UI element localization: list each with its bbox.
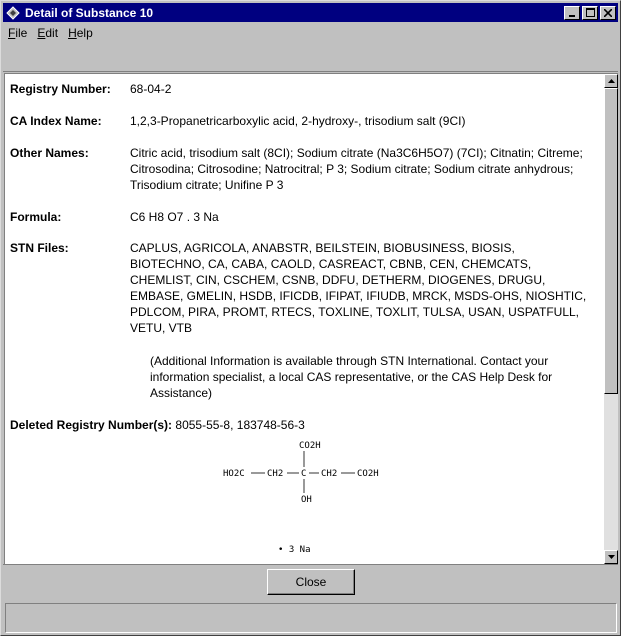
arrow-down-icon	[608, 555, 615, 559]
structure-bottom-group: OH	[301, 495, 312, 505]
title-bar[interactable]	[3, 3, 618, 22]
structure-left-ch2: CH2	[267, 469, 284, 479]
minimize-icon	[568, 9, 576, 17]
menu-file-label: ile	[15, 26, 28, 40]
toolbar-area	[3, 43, 618, 72]
structure-top-group: CO2H	[299, 441, 321, 451]
menu-file-mnemonic: F	[8, 26, 16, 40]
maximize-icon	[586, 8, 595, 17]
button-area	[3, 564, 618, 602]
ca-index-name-row	[10, 113, 590, 129]
structure-left-group: HO2C	[223, 469, 245, 479]
deleted-registry-row	[10, 417, 305, 433]
minimize-button[interactable]	[564, 6, 580, 20]
formula-value: C6 H8 O7 . 3 Na	[130, 210, 219, 224]
close-button[interactable]: Close	[267, 569, 355, 595]
stn-files-value: CAPLUS, AGRICOLA, ANABSTR, BEILSTEIN, BIOBUSINESS, BIOSIS, BIOTECHNO, CA, CABA, CAOLD, CASREACT, CBNB, CEN, CHEMCATS, CHEMLIST, CIN, CSCHEM, CSNB, DDFU, DETHERM, DIOGENES, DRUGU, EMBASE, GMELIN, HSDB, IFICDB, IFIPAT, IFIUDB, MRCK, MSDS-OHS, NIOSHTIC, PDLCOM, PIRA, PROMT, RTECS, TOXLINE, TOXLIT, TULSA, USAN, USPATFULL, VETU, VTB	[130, 241, 587, 335]
structure-right-ch2: CH2	[321, 469, 338, 479]
stn-files-label: STN Files:	[10, 241, 69, 255]
formula-label: Formula:	[10, 210, 62, 224]
menu-help-label: elp	[76, 26, 93, 40]
stn-files-row	[10, 240, 590, 336]
ca-index-name-label: CA Index Name:	[10, 114, 102, 128]
salt-notation: • 3 Na	[278, 545, 311, 555]
registry-number-row	[10, 81, 590, 97]
deleted-registry-value: 8055-55-8, 183748-56-3	[175, 418, 305, 432]
chemical-structure-diagram	[215, 436, 415, 506]
ca-index-name-value: 1,2,3-Propanetricarboxylic acid, 2-hydroxy-, trisodium salt (9CI)	[130, 114, 466, 128]
arrow-up-icon	[608, 79, 615, 83]
close-icon	[604, 9, 612, 17]
registry-number-label: Registry Number:	[10, 82, 111, 96]
other-names-value: Citric acid, trisodium salt (8CI); Sodium citrate (Na3C6H5O7) (7CI); Citnatin; Citreme; Citrosodina; Citrosodine; Natrocitral; P 3; Sodium citrate; Sodium citrate anhydrous; Trisodium citrate; Unifine P 3	[130, 146, 583, 192]
menu-edit[interactable]	[32, 26, 63, 40]
menu-edit-mnemonic: E	[37, 26, 46, 40]
other-names-label: Other Names:	[10, 146, 89, 160]
deleted-registry-label: Deleted Registry Number(s):	[10, 418, 173, 432]
structure-center-atom: C	[301, 469, 307, 479]
registry-number-value: 68-04-2	[130, 82, 172, 96]
menu-help-mnemonic: H	[68, 26, 77, 40]
menu-edit-label: dit	[45, 26, 59, 40]
additional-info-note: (Additional Information is available through STN International. Contact your information specialist, a local CAS representative, or the CAS Help Desk for Assistance)	[150, 354, 553, 400]
app-icon[interactable]	[6, 6, 20, 20]
scroll-up-button[interactable]	[604, 74, 618, 88]
scrollbar-thumb[interactable]	[604, 88, 618, 394]
scroll-down-button[interactable]	[604, 550, 618, 564]
formula-row	[10, 209, 590, 225]
status-bar	[5, 603, 617, 633]
vertical-scrollbar[interactable]	[604, 73, 618, 565]
menu-file[interactable]	[3, 26, 32, 40]
window-title: Detail of Substance 10	[25, 5, 154, 20]
other-names-row	[10, 145, 590, 193]
menu-bar	[3, 23, 98, 43]
close-window-button[interactable]	[600, 6, 616, 20]
structure-right-group: CO2H	[357, 469, 379, 479]
menu-help[interactable]	[63, 26, 98, 40]
detail-content-pane	[4, 73, 605, 565]
maximize-button[interactable]	[582, 6, 598, 20]
